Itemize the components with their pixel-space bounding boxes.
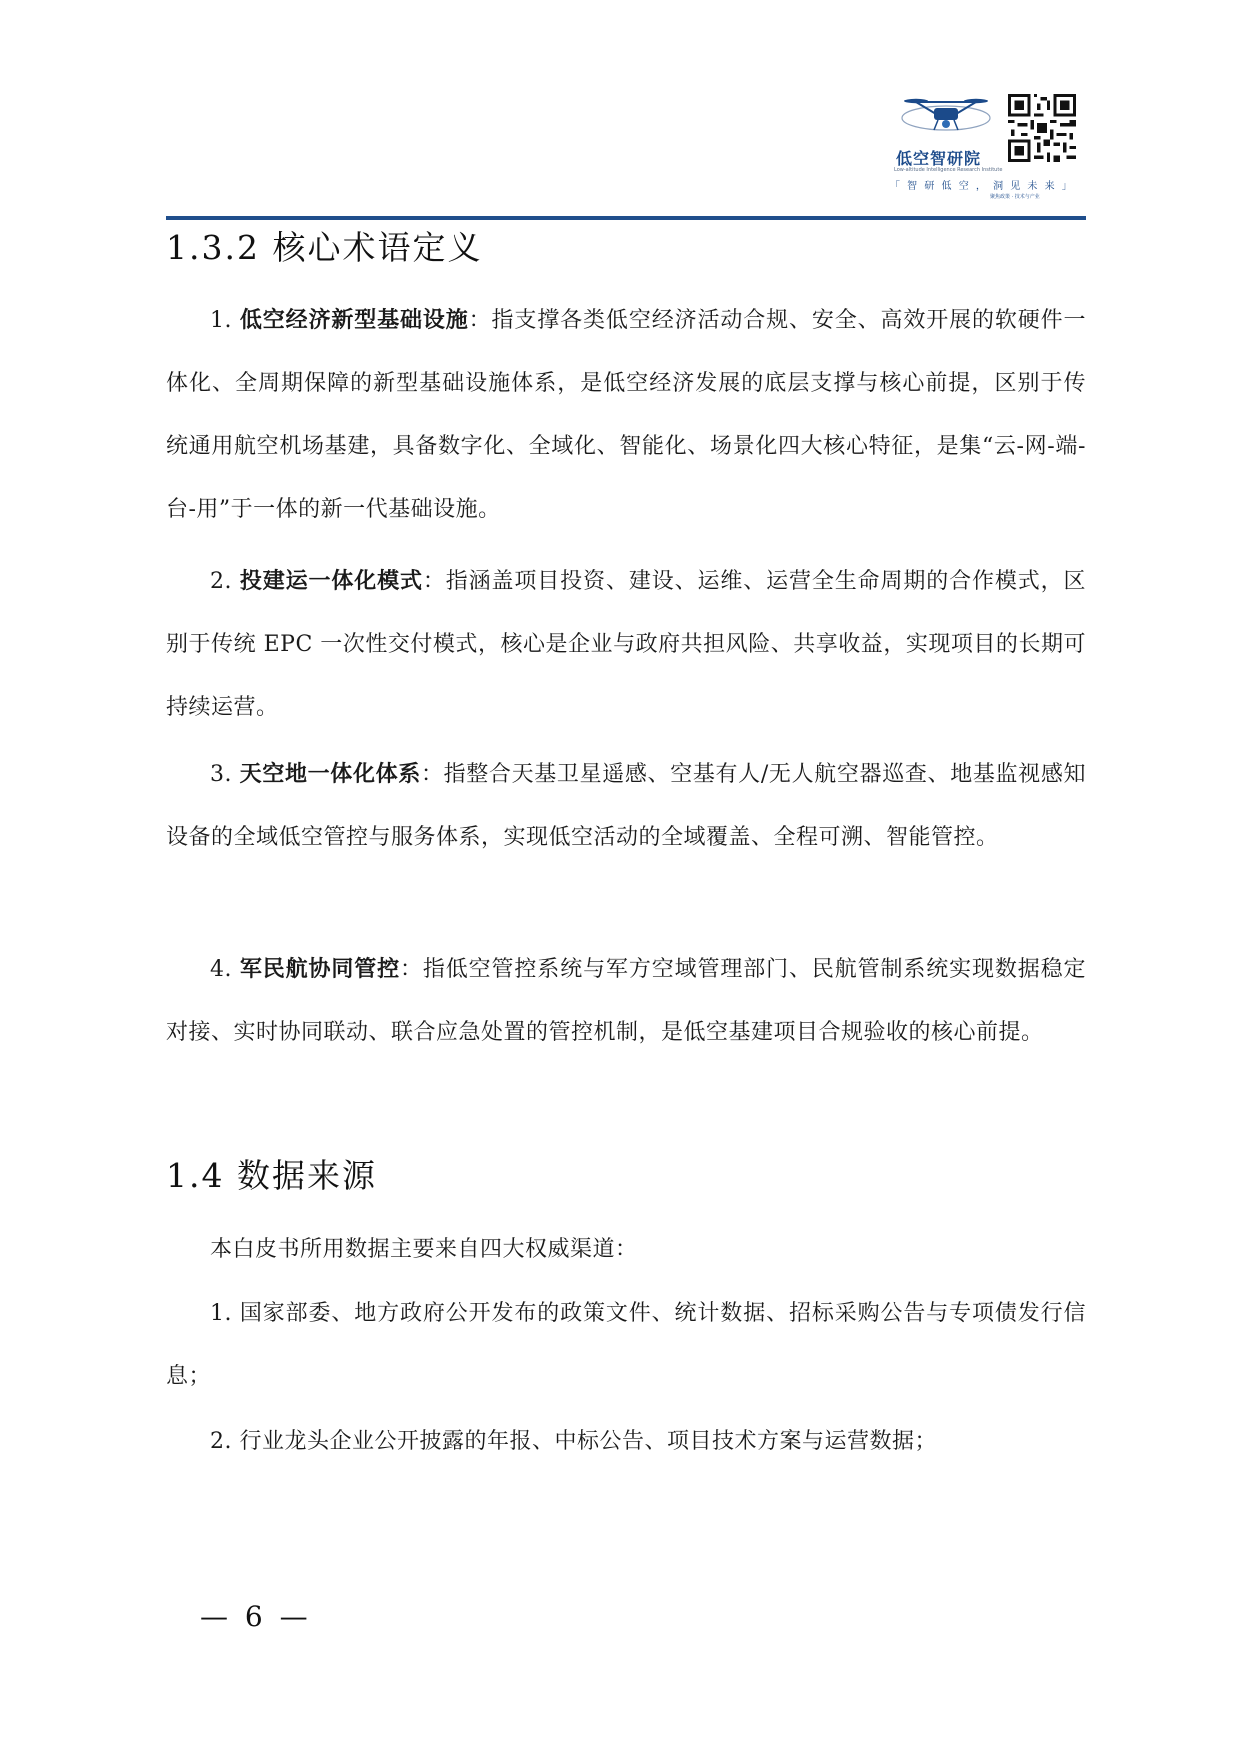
term-colon: ：	[420, 762, 444, 787]
page-number: — 6 —	[200, 1600, 312, 1633]
term-definition: 指整合天基卫星遥感、空基有人/无人航空器巡查、地基监视感知设备的全域低空管控与服务体系，实现低空活动的全域覆盖、全程可溯、智能管控。	[166, 762, 1086, 850]
section-heading-1-3-2: 1.3.2 核心术语定义	[166, 228, 483, 267]
header-rule	[166, 216, 1086, 220]
term-item-3	[166, 743, 1086, 869]
logo-name: 低空智研院	[896, 149, 982, 168]
logo-slogan: 「 智 研 低 空 ， 洞 见 未 来 」	[890, 181, 1074, 192]
data-source-item-2: 2. 行业龙头企业公开披露的年报、中标公告、项目技术方案与运营数据；	[210, 1429, 937, 1454]
term-definition: 指低空管控系统与军方空域管理部门、民航管制系统实现数据稳定对接、实时协同联动、联合应急处置的管控机制，是低空基建项目合规验收的核心前提。	[166, 957, 1086, 1045]
drone-logo-icon	[896, 88, 996, 146]
term-name: 军民航协同管控	[239, 957, 401, 982]
term-item-2	[166, 550, 1086, 739]
term-colon: ：	[468, 308, 492, 333]
term-item-1	[166, 289, 1086, 541]
logo-english-name: Low-altitude Intelligence Research Institute	[894, 167, 1003, 173]
section-heading-1-4: 1.4 数据来源	[166, 1156, 377, 1195]
term-definition: 指涵盖项目投资、建设、运维、运营全生命周期的合作模式，区别于传统 EPC 一次性交付模式，核心是企业与政府共担风险、共享收益，实现项目的长期可持续运营。	[166, 569, 1086, 720]
term-colon: ：	[400, 957, 423, 982]
term-definition: 指支撑各类低空经济活动合规、安全、高效开展的软硬件一体化、全周期保障的新型基础设施体系，是低空经济发展的底层支撑与核心前提，区别于传统通用航空机场基建，具备数字化、全域化、智能化、场景化四大核心特征，是集“云-网-端-台-用”于一体的新一代基础设施。	[166, 308, 1086, 522]
term-number: 3.	[210, 762, 240, 787]
term-number: 4.	[210, 957, 240, 982]
term-name: 低空经济新型基础设施	[239, 308, 469, 333]
data-source-item-1: 1. 国家部委、地方政府公开发布的政策文件、统计数据、招标采购公告与专项债发行信息；	[166, 1301, 1086, 1389]
term-number: 1.	[210, 308, 240, 333]
term-name: 天空地一体化体系	[239, 762, 421, 787]
qr-code-icon	[1008, 94, 1076, 162]
data-source-intro: 本白皮书所用数据主要来自四大权威渠道：	[210, 1237, 638, 1262]
term-colon: ：	[422, 569, 446, 594]
term-item-4	[166, 938, 1086, 1064]
term-number: 2.	[210, 569, 240, 594]
term-name: 投建运一体化模式	[239, 569, 423, 594]
logo-subtitle: 聚焦政策 · 技术与产业	[990, 194, 1040, 200]
